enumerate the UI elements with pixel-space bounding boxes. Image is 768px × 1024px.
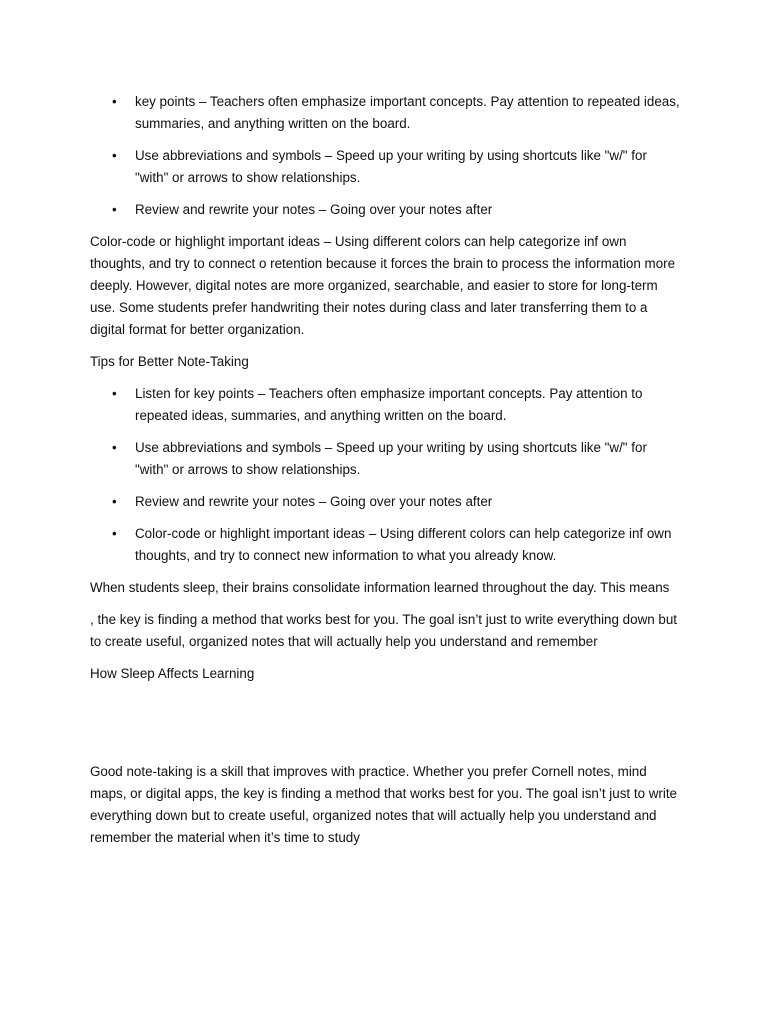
list-item [90,199,680,221]
list-item-text: Listen for key points – Teachers often emphasize important concepts. Pay attention to repeated ideas, summaries, and anything written on the board. [135,386,643,423]
paragraph-sleep-intro: When students sleep, their brains consolidate information learned throughout the day. This means [90,580,670,595]
bullet-icon: • [112,440,117,455]
list-item-text: Review and rewrite your notes – Going over your notes after [135,202,493,217]
list-item [90,383,680,427]
list-item [90,145,680,189]
blank-space [90,695,680,761]
heading-sleep: How Sleep Affects Learning [90,666,255,681]
bullet-icon: • [112,526,117,541]
paragraph-key-method: , the key is finding a method that works best for you. The goal isn’t just to write everything down but to create useful, organized notes that will actually help you understand and remember [90,612,678,649]
list-item-text: Review and rewrite your notes – Going over your notes after [135,494,493,509]
bullet-icon: • [112,494,117,509]
list-item [90,523,680,567]
list-item-text: key points – Teachers often emphasize important concepts. Pay attention to repeated ideas, summaries, and anything written on the board. [135,94,680,131]
heading-tips: Tips for Better Note-Taking [90,354,249,369]
bullet-icon: • [112,386,117,401]
bullet-icon: • [112,148,117,163]
bullet-icon: • [112,94,117,109]
list-item [90,491,680,513]
bullet-list-1 [90,91,680,221]
list-item [90,91,680,135]
document-page [90,91,680,859]
bullet-list-2 [90,383,680,567]
list-item-text: Color-code or highlight important ideas – Using different colors can help categorize inf own thoughts, and try to connect new information to what you already know. [135,526,672,563]
bullet-icon: • [112,202,117,217]
list-item-text: Use abbreviations and symbols – Speed up your writing by using shortcuts like "w/" for "with" or arrows to show relationships. [135,440,647,477]
list-item-text: Use abbreviations and symbols – Speed up your writing by using shortcuts like "w/" for "with" or arrows to show relationships. [135,148,647,185]
paragraph-good-note-taking: Good note-taking is a skill that improves with practice. Whether you prefer Cornell notes, mind maps, or digital apps, the key is finding a method that works best for you. The goal isn’t just to write everything down but to create useful, organized notes that will actually help you understand and remember the material when it’s time to study [90,764,678,845]
paragraph-color-code: Color-code or highlight important ideas – Using different colors can help categorize inf own thoughts, and try to connect o retention because it forces the brain to process the information more deeply. However, digital notes are more organized, searchable, and easier to store for long-term use. Some students prefer handwriting their notes during class and later transferring them to a digital format for better organization. [90,234,676,337]
list-item [90,437,680,481]
